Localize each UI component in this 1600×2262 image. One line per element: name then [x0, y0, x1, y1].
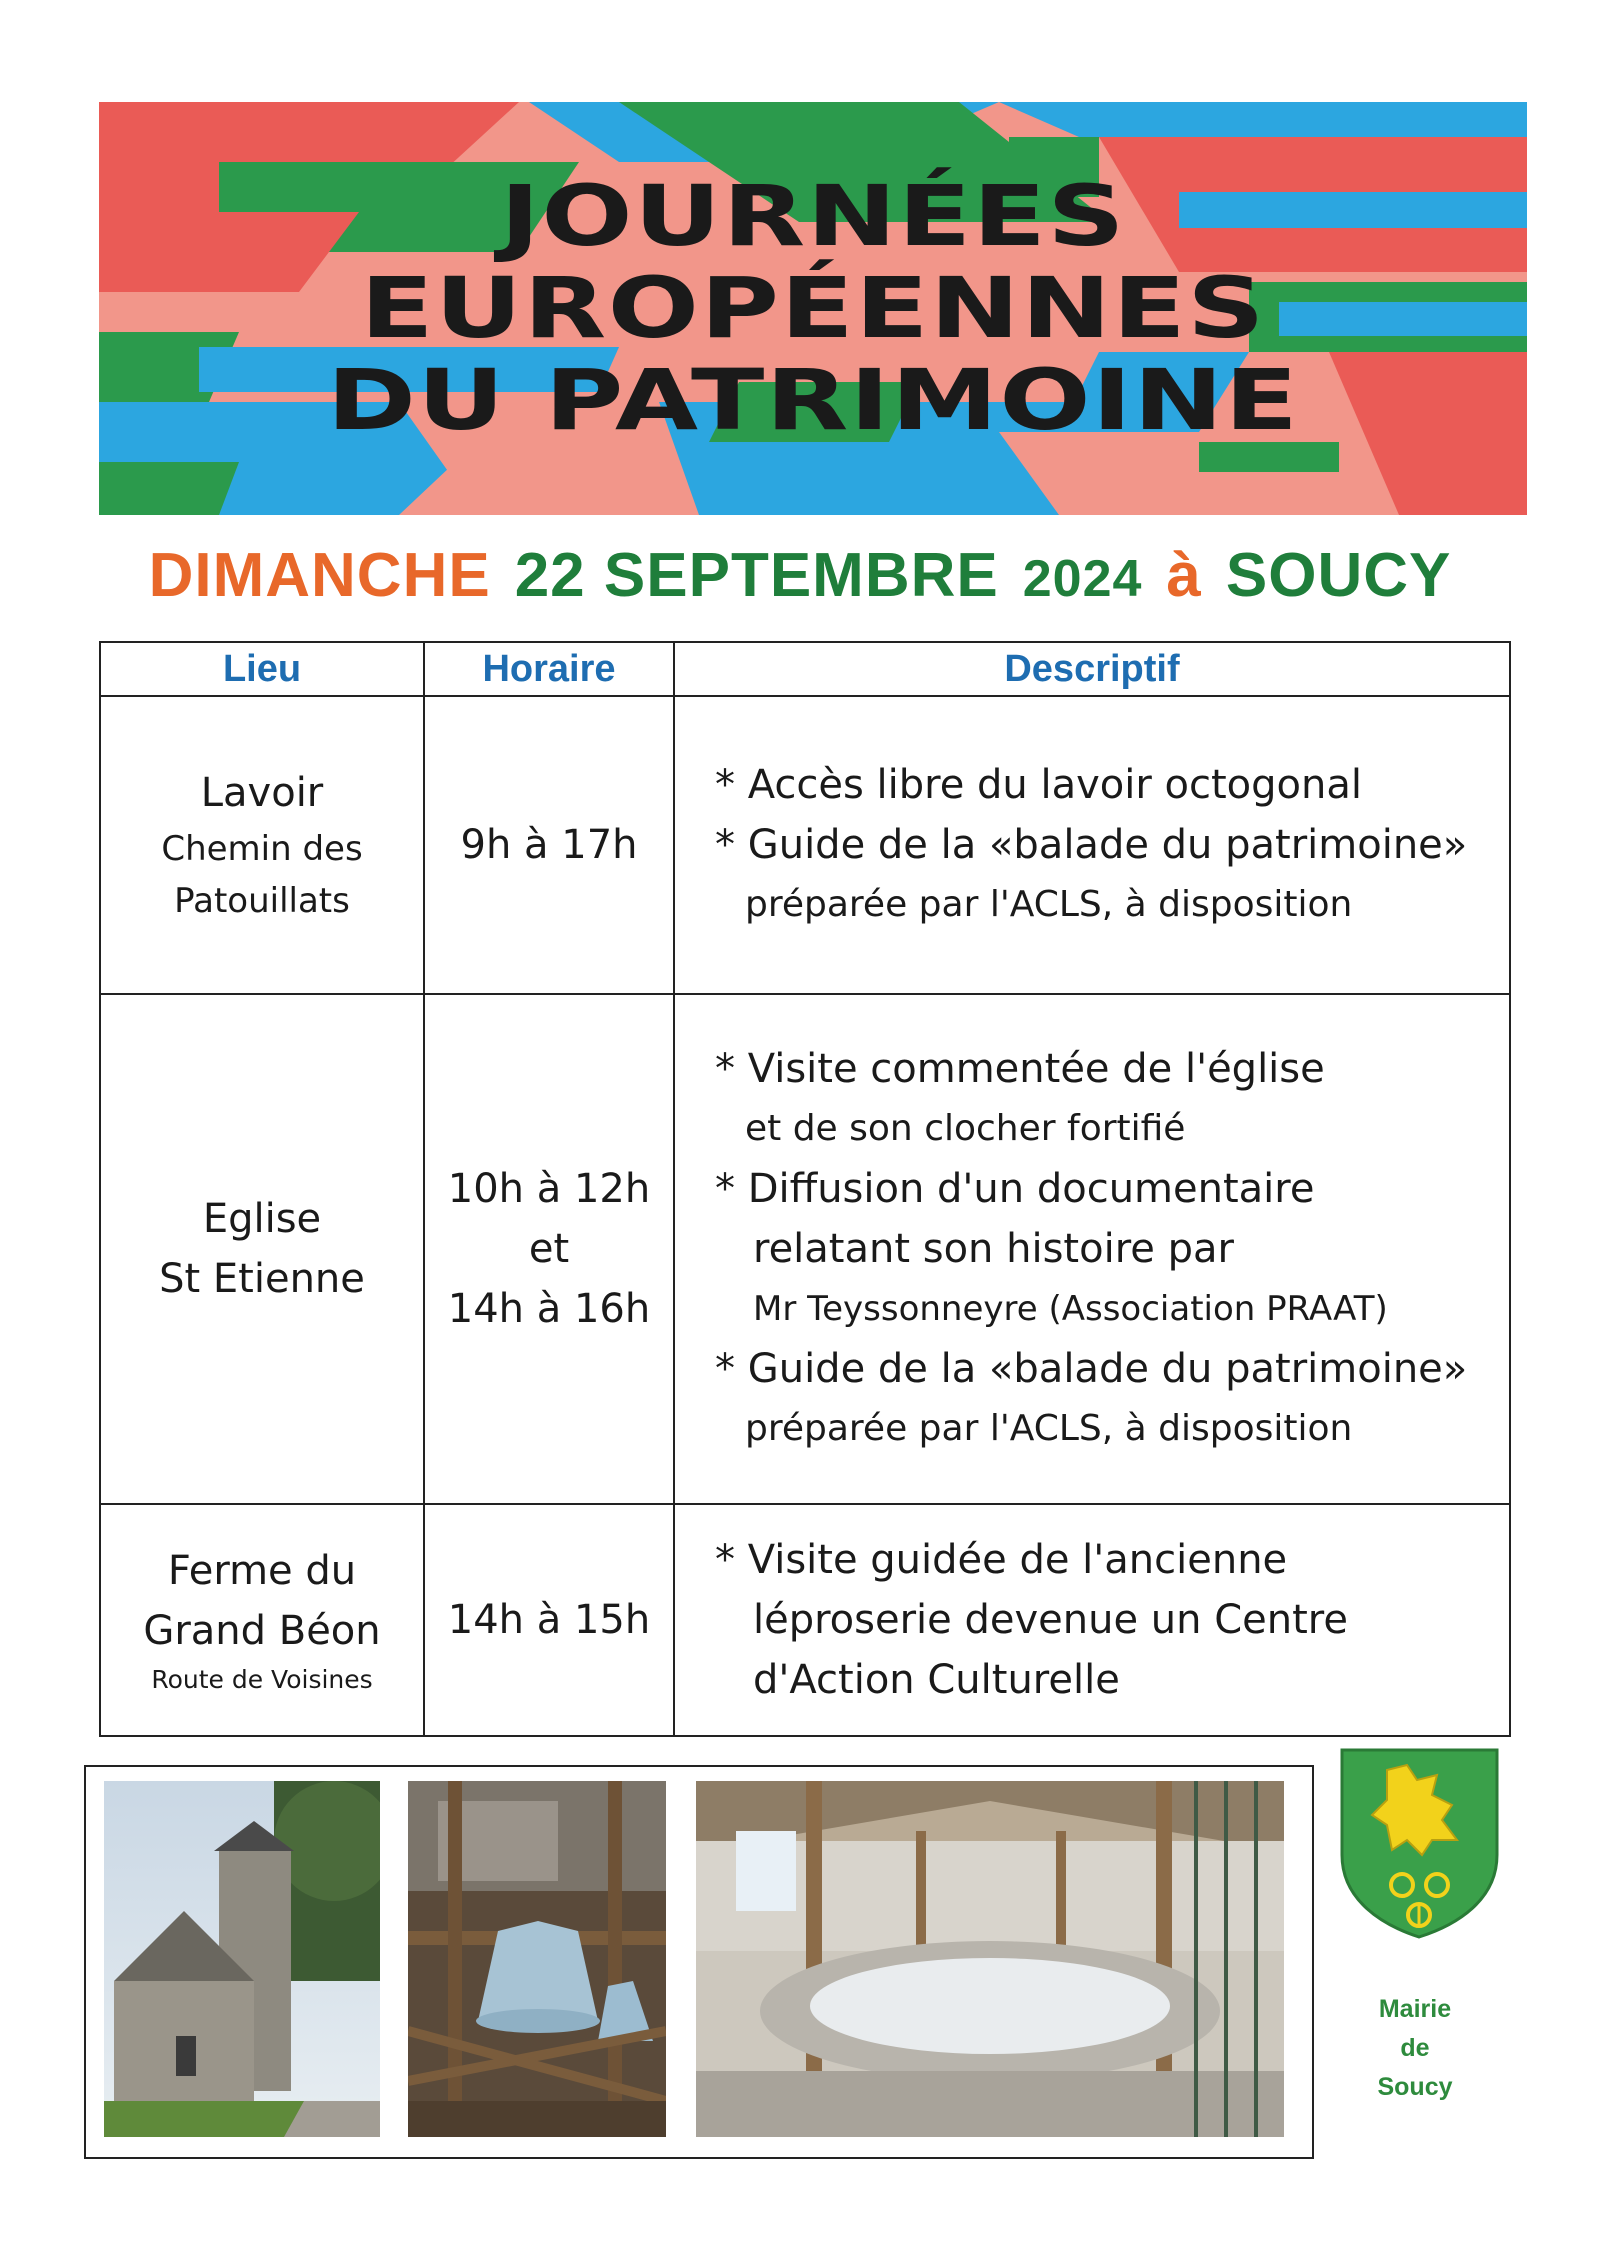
desc-line: * Guide de la «balade du patrimoine»: [715, 1346, 1468, 1392]
date-day: DIMANCHE: [148, 541, 491, 610]
mairie-line-2: de: [1400, 2034, 1430, 2062]
banner-title: [99, 167, 1527, 449]
church-photo: [104, 1781, 380, 2137]
bell-tower-photo: [408, 1781, 666, 2137]
banner-title-line-3: DU PATRIMOINE: [326, 351, 1300, 449]
lieu-name: St Etienne: [159, 1256, 365, 1302]
photo-strip: [84, 1765, 1314, 2159]
desc-line: * Accès libre du lavoir octogonal: [715, 762, 1362, 808]
desc-line: et de son clocher fortifié: [745, 1108, 1186, 1149]
lieu-cell: [100, 696, 424, 994]
desc-line: relatant son histoire par: [753, 1226, 1234, 1272]
lieu-name: Lavoir: [200, 770, 324, 816]
date-date: 22 SEPTEMBRE: [514, 541, 999, 610]
horaire-text: 14h à 16h: [447, 1286, 651, 1332]
horaire-text: 9h à 17h: [460, 822, 638, 868]
table-row: [100, 1504, 1510, 1736]
mairie-line-1: Mairie: [1378, 1995, 1452, 2023]
header-descriptif: Descriptif: [674, 642, 1510, 696]
horaire-cell: [424, 994, 674, 1504]
lieu-sub: Chemin des: [161, 829, 363, 869]
desc-line: d'Action Culturelle: [753, 1657, 1120, 1703]
table-header-row: [100, 642, 1510, 696]
desc-line: * Visite guidée de l'ancienne: [715, 1537, 1288, 1583]
desc-line: Mr Teyssonneyre (Association PRAAT): [753, 1289, 1388, 1329]
horaire-text: 14h à 15h: [447, 1597, 651, 1643]
date-prep: à: [1166, 541, 1202, 610]
horaire-cell: [424, 696, 674, 994]
desc-line: * Visite commentée de l'église: [715, 1046, 1325, 1092]
desc-cell: [674, 994, 1510, 1504]
mairie-line-3: Soucy: [1377, 2073, 1453, 2101]
date-town: SOUCY: [1225, 541, 1452, 610]
lieu-name: Grand Béon: [143, 1608, 381, 1654]
desc-line: léproserie devenue un Centre: [753, 1597, 1348, 1643]
date-year: 2024: [1022, 550, 1143, 608]
banner-title-line-2: EUROPÉENNES: [360, 259, 1266, 357]
desc-line: * Diffusion d'un documentaire: [715, 1166, 1315, 1212]
desc-line: préparée par l'ACLS, à disposition: [745, 884, 1353, 925]
desc-cell: [674, 696, 1510, 994]
lieu-cell: [100, 1504, 424, 1736]
lieu-sub: Patouillats: [174, 881, 350, 921]
banner-title-line-1: JOURNÉES: [499, 167, 1127, 265]
lavoir-interior-photo: [696, 1781, 1284, 2137]
table-row: [100, 994, 1510, 1504]
desc-cell: [674, 1504, 1510, 1736]
mairie-label: [1360, 1990, 1470, 2107]
event-date-line: [0, 540, 1600, 611]
lieu-name: Eglise: [202, 1196, 322, 1242]
horaire-cell: [424, 1504, 674, 1736]
event-banner: [99, 102, 1527, 515]
soucy-coat-of-arms: [1337, 1745, 1502, 1940]
header-horaire: Horaire: [424, 642, 674, 696]
horaire-text: et: [528, 1226, 570, 1272]
desc-line: * Guide de la «balade du patrimoine»: [715, 822, 1468, 868]
header-lieu: Lieu: [100, 642, 424, 696]
horaire-text: 10h à 12h: [447, 1166, 651, 1212]
lieu-sub: Route de Voisines: [151, 1665, 373, 1694]
table-row: [100, 696, 1510, 994]
desc-line: préparée par l'ACLS, à disposition: [745, 1408, 1353, 1449]
lieu-cell: [100, 994, 424, 1504]
lieu-name: Ferme du: [167, 1548, 357, 1594]
program-table: [99, 641, 1511, 1737]
